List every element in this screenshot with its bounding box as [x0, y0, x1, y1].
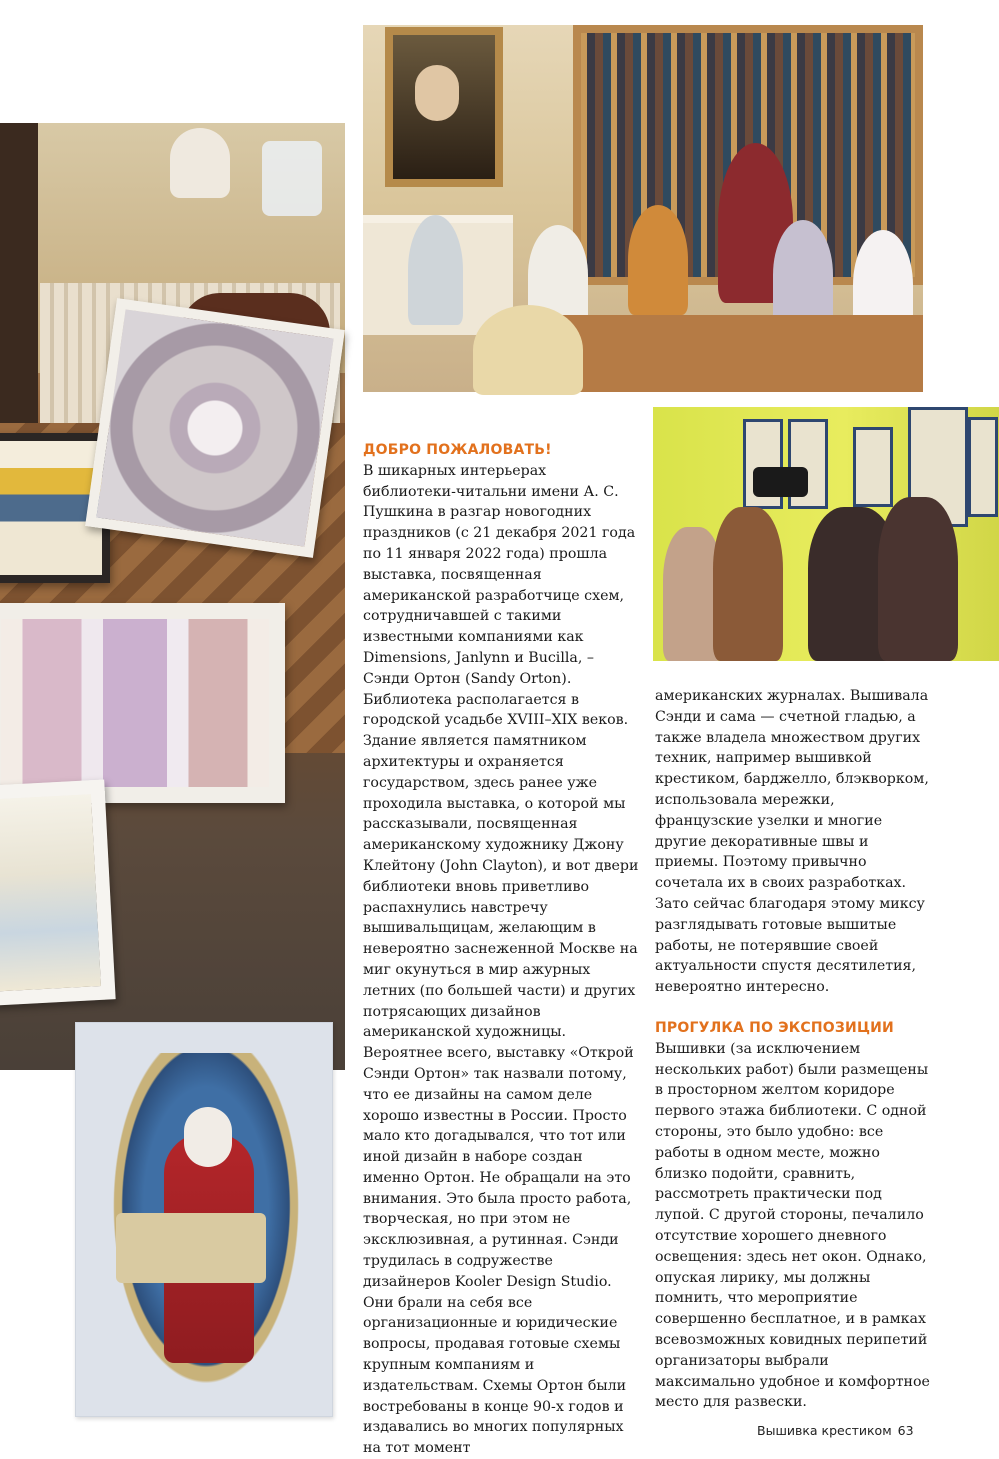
article-column-2	[655, 686, 930, 1413]
page-footer	[757, 1423, 914, 1438]
corridor-photographers-photo	[653, 407, 999, 661]
workshop-photo	[363, 25, 923, 392]
santa-cross-stitch-photo	[75, 1022, 333, 1417]
section-heading-welcome: ДОБРО ПОЖАЛОВАТЬ!	[363, 442, 552, 458]
article-column-1	[363, 440, 641, 1459]
section-heading-tour: ПРОГУЛКА ПО ЭКСПОЗИЦИИ	[655, 1019, 894, 1036]
page-number: 63	[897, 1423, 914, 1438]
article-paragraph: В шикарных интерьерах библиотеки-читальни имени А. С. Пушкина в разгар новогодних праздников (с 21 декабря 2021 года по 11 января 2022 года) прошла выставка, посвященная американской разработчице схем, сотрудничавшей с такими известными компаниями как Dimensions, Janlynn и Bucilla, – Сэнди Ортон (Sandy Orton). Библиотека располагается в городской усадьбе XVIII–XIX веков. Здание является памятником архитектуры и охраняется государством, здесь ранее уже проходила выставка, о которой мы рассказывали, посвященная американскому художнику Джону Клейтону (John Clayton), и вот двери библиотеки вновь приветливо распахнулись навстречу вышивальщицам, желающим в невероятно заснеженной Москве на миг окунуться в мир ажурных летних (по большей части) и других потрясающих дизайнов американской художницы. Вероятнее всего, выставку «Открой Сэнди Ортон» так назвали потому, что ее дизайны на самом деле хорошо известны в России. Просто мало кто догадывался, что тот или иной дизайн в наборе создан именно Ортон. Не обращали на это внимания. Это была просто работа, творческая, но при этом не эксклюзивная, а рутинная. Сэнди трудилась в содружестве дизайнеров Kooler Design Studio. Они брали на себя все организационные и юридические вопросы, продавая готовые схемы крупным компаниям и издательствам. Схемы Ортон были востребованы в конце 90-х годов и издавались во многих популярных на тот момент	[363, 462, 639, 1457]
exhibition-tables-photo	[0, 123, 345, 1070]
article-paragraph-continued: американских журналах. Вышивала Сэнди и сама — счетной гладью, а также владела множеством других техник, например вышивкой крестиком, барджелло, блэкворком, использовала мережки, французские узелки и многие другие декоративные швы и приемы. Поэтому привычно сочетала их в своих разработках. Зато сейчас благодаря этому миксу разглядывать готовые вышитые работы, не потерявшие своей актуальности спустя десятилетия, невероятно интересно.	[655, 688, 929, 996]
magazine-title: Вышивка крестиком	[757, 1423, 892, 1438]
article-paragraph-tour: Вышивки (за исключением нескольких работ) были размещены в просторном желтом коридоре первого этажа библиотеки. С одной стороны, это было удобно: все работы в одном месте, можно близко подойти, сравнить, рассмотреть практически под лупой. С другой стороны, печалило отсутствие хорошего дневного освещения: здесь нет окон. Однако, опуская лирику, мы должны помнить, что мероприятие совершенно бесплатное, и в рамках всевозможных ковидных перипетий организаторы выбрали максимально удобное и комфортное место для развески.	[655, 1040, 930, 1411]
